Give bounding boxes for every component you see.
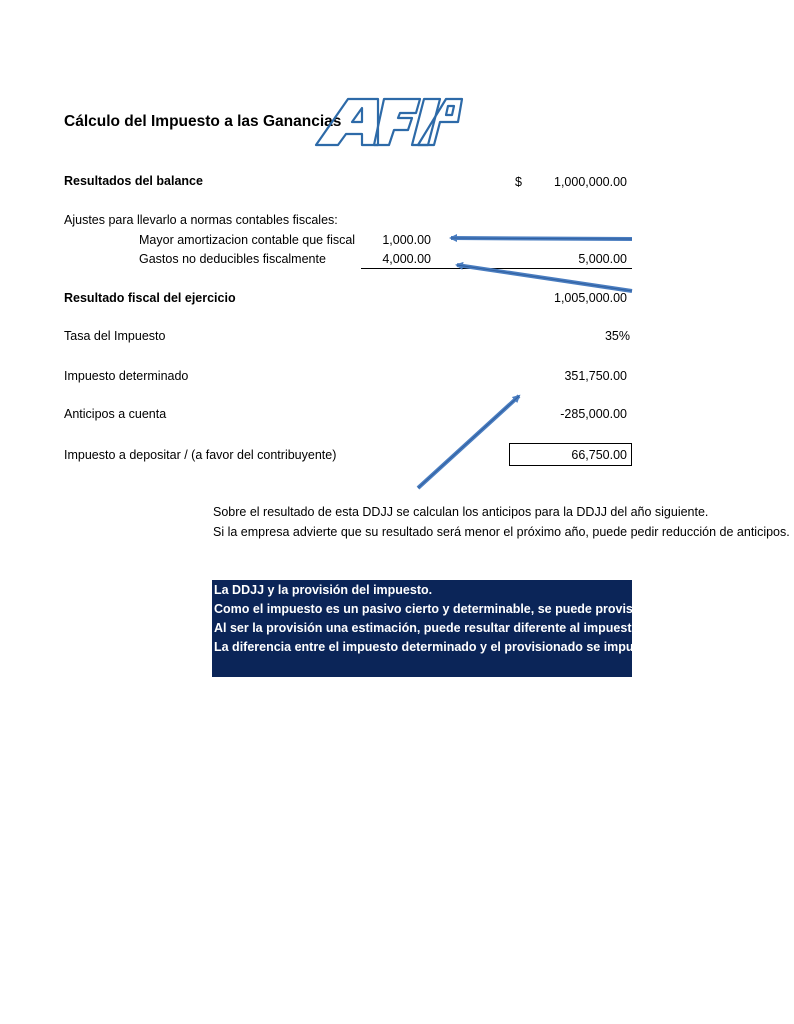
- ajuste-item-value: 4,000.00: [382, 252, 431, 266]
- anticipos-value: -285,000.00: [560, 407, 627, 421]
- ajuste-item-label: Mayor amortizacion contable que fiscal: [139, 233, 356, 247]
- ajustes-total-value: 5,000.00: [578, 252, 627, 266]
- box-line: Como el impuesto es un pasivo cierto y determinable, se puede provisionar al cierre del ejercicio.: [214, 602, 794, 616]
- page-title: Cálculo del Impuesto a las Ganancias: [64, 113, 342, 130]
- ajustes-label: Ajustes para llevarlo a normas contables fiscales:: [64, 213, 338, 227]
- impuesto-depositar-label: Impuesto a depositar / (a favor del contribuyente): [64, 448, 337, 462]
- tasa-label: Tasa del Impuesto: [64, 329, 166, 343]
- box-line: La DDJJ y la provisión del impuesto.: [214, 583, 433, 597]
- box-line: Al ser la provisión una estimación, puede resultar diferente al impuesto determinado en la DDJJ.: [214, 621, 789, 635]
- anticipos-label: Anticipos a cuenta: [64, 407, 167, 421]
- resultado-fiscal-label: Resultado fiscal del ejercicio: [64, 291, 236, 305]
- ajuste-item-label: Gastos no deducibles fiscalmente: [139, 252, 326, 266]
- impuesto-determinado-value: 351,750.00: [564, 369, 627, 383]
- resultados-balance-value: 1,000,000.00: [554, 175, 627, 189]
- resultado-fiscal-value: 1,005,000.00: [554, 291, 627, 305]
- note-line: Si la empresa advierte que su resultado será menor el próximo año, puede pedir reducción de anticipos.: [213, 525, 790, 539]
- box-line: La diferencia entre el impuesto determinado y el provisionado se imputa a resultados.: [214, 640, 726, 654]
- currency-symbol: $: [515, 175, 522, 189]
- note-line: Sobre el resultado de esta DDJJ se calculan los anticipos para la DDJJ del año siguiente.: [213, 505, 709, 519]
- impuesto-determinado-label: Impuesto determinado: [64, 369, 189, 383]
- resultados-balance-label: Resultados del balance: [64, 174, 203, 188]
- ajuste-item-value: 1,000.00: [382, 233, 431, 247]
- tasa-value: 35%: [604, 329, 630, 343]
- impuesto-depositar-value: 66,750.00: [571, 448, 627, 462]
